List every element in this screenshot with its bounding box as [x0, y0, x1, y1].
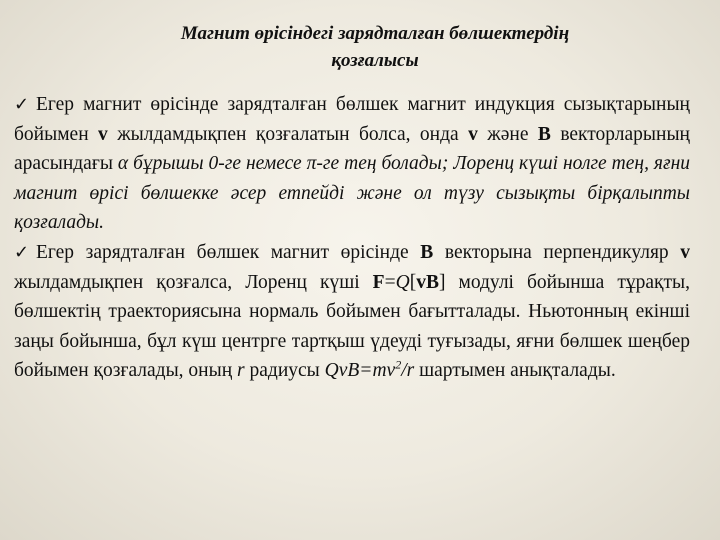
p2-charge-symbol: Q [395, 271, 410, 293]
p1-italic-text-1: бұрышы 0-ге немесе [128, 153, 307, 175]
p2-text-4: модулі бойынша тұрақты, бөлшектің траекториясына нормаль бойымен бағытталады. Ньютонның екінші заңы бойынша, бұл күш центрге тартқыш үдеуді туғызады, яғни бөлшек шеңбер бойымен қозғалады, оның [14, 271, 690, 382]
paragraph-2 [14, 238, 690, 386]
paragraph-1 [14, 90, 690, 238]
p2-force-symbol: F [372, 271, 385, 293]
slide-title [90, 20, 660, 74]
radius-formula [324, 357, 415, 382]
title-line-1: Магнит өрісіндегі зарядталған бөлшектердің [180, 23, 570, 44]
p1-velocity-symbol-2: v [468, 123, 478, 145]
p1-text-1: Егер магнит өрісінде зарядталған бөлшек магнит индукция сызықтарының бойымен [14, 94, 690, 145]
p1-text-4: векторларының арасындағы [14, 123, 690, 175]
p2-text-1: Егер зарядталған бөлшек магнит өрісінде [36, 241, 421, 263]
p1-text-2: жылдамдықпен қозғалатын болса, онда [107, 123, 469, 145]
p2-equals: = [384, 271, 396, 293]
check-mark-icon: ✓ [14, 241, 30, 263]
check-mark-icon: ✓ [14, 94, 30, 115]
formula-exponent: 2 [395, 357, 402, 372]
p2-induction-symbol: B [420, 241, 434, 263]
p1-induction-symbol: B [537, 123, 551, 145]
p2-right-bracket: ] [438, 271, 446, 293]
p2-left-bracket: [ [409, 271, 417, 293]
p2-velocity-symbol: v [680, 241, 691, 263]
formula-part-a: QvB=mv [324, 360, 396, 382]
p2-vector-product: vB [416, 271, 439, 293]
p1-italic-text-2: -ге тең болады; Лоренц күші нолге тең, яғни магнит өрісі бөлшекке әсер етпейді және ол түзу сызықты бірқалыпты қозғалады. [14, 153, 691, 234]
p1-text-3: және [477, 123, 538, 145]
p2-text-6: шартымен анықталады. [414, 360, 616, 382]
p1-pi-symbol: π [306, 153, 317, 175]
slide-body [14, 90, 690, 386]
p2-radius-symbol: r [237, 360, 245, 382]
p2-text-5: радиусы [244, 360, 325, 382]
p2-text-3: жылдамдықпен қозғалса, Лоренц күші [14, 271, 373, 293]
p2-text-2: векторына перпендикуляр [433, 241, 681, 263]
p1-alpha-symbol: α [117, 153, 129, 175]
formula-part-b: /r [401, 360, 415, 382]
p1-velocity-symbol: v [98, 123, 108, 145]
title-line-2: қозғалысы [331, 50, 419, 71]
